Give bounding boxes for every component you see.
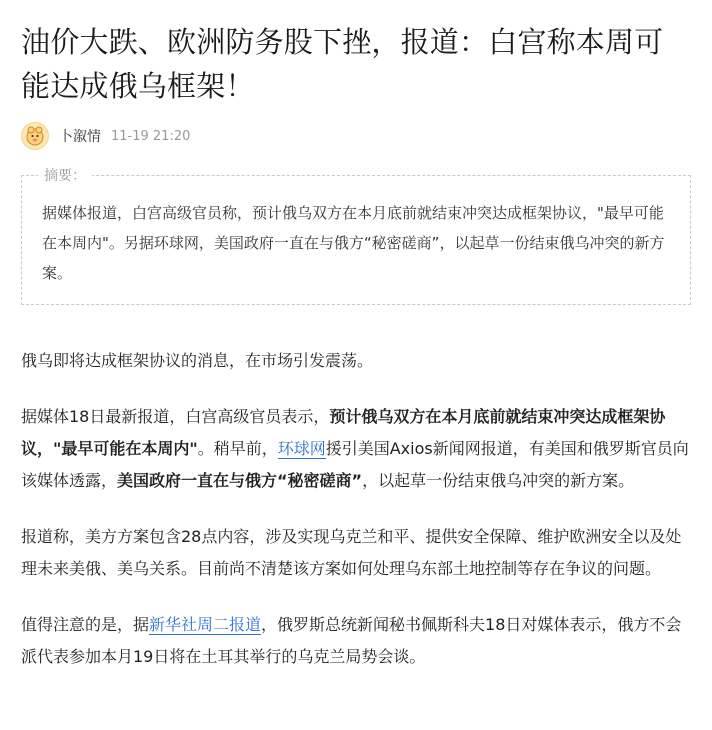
summary-box [21,168,691,305]
publish-time: 11-19 21:20 [111,128,191,144]
paragraph-3: 报道称，美方方案包含28点内容，涉及实现乌克兰和平、提供安全保障、维护欧洲安全以及处理未来美俄、美乌关系。目前尚不清楚该方案如何处理乌东部土地控制等存在争议的问题。 [21,527,682,578]
paragraph-4-text-1: 值得注意的是，据 [21,615,150,634]
paragraph-2-text-3: 援引美国Axios新闻网报道，有美国和俄罗斯官员向该媒体透露， [21,439,689,490]
summary-label: 摘要： [38,166,92,186]
paragraph-2-text-4: ，以起草一份结束俄乌冲突的新方案。 [362,471,635,490]
summary-text: 据媒体报道，白宫高级官员称，预计俄乌双方在本月底前就结束冲突达成框架协议，"最早可能在本周内"。另据环球网，美国政府一直在与俄方“秘密磋商”，以起草一份结束俄乌冲突的新方案。 [42,204,665,282]
article-meta [21,120,691,152]
paragraph-1: 俄乌即将达成框架协议的消息，在市场引发震荡。 [21,351,374,370]
xinhua-link[interactable]: 新华社周二报道 [149,615,262,634]
paragraph-2-text-2: 。稍早前， [197,439,278,458]
paragraph-2 [21,401,691,497]
huanqiu-link[interactable]: 环球网 [277,439,326,458]
paragraph-2-bold-2: 美国政府一直在与俄方“秘密磋商” [117,471,363,490]
paragraph-2-bold-1: 预计俄乌双方在本月底前就结束冲突达成框架协议，"最早可能在本周内" [21,407,666,458]
cartoon-face-icon[interactable] [21,122,49,150]
author-name[interactable]: 卜溆情 [59,129,101,145]
article-title: 油价大跌、欧洲防务股下挫，报道：白宫称本周可能达成俄乌框架！ [21,25,664,103]
avatar-graphic [22,123,48,149]
paragraph-2-text-1: 据媒体18日最新报道，白宫高级官员表示， [21,407,330,426]
paragraph-4-text-2: ，俄罗斯总统新闻秘书佩斯科夫18日对媒体表示，俄方不会派代表参加本月19日将在土耳其举行的乌克兰局势会谈。 [21,615,682,666]
paragraph-4 [21,609,691,673]
